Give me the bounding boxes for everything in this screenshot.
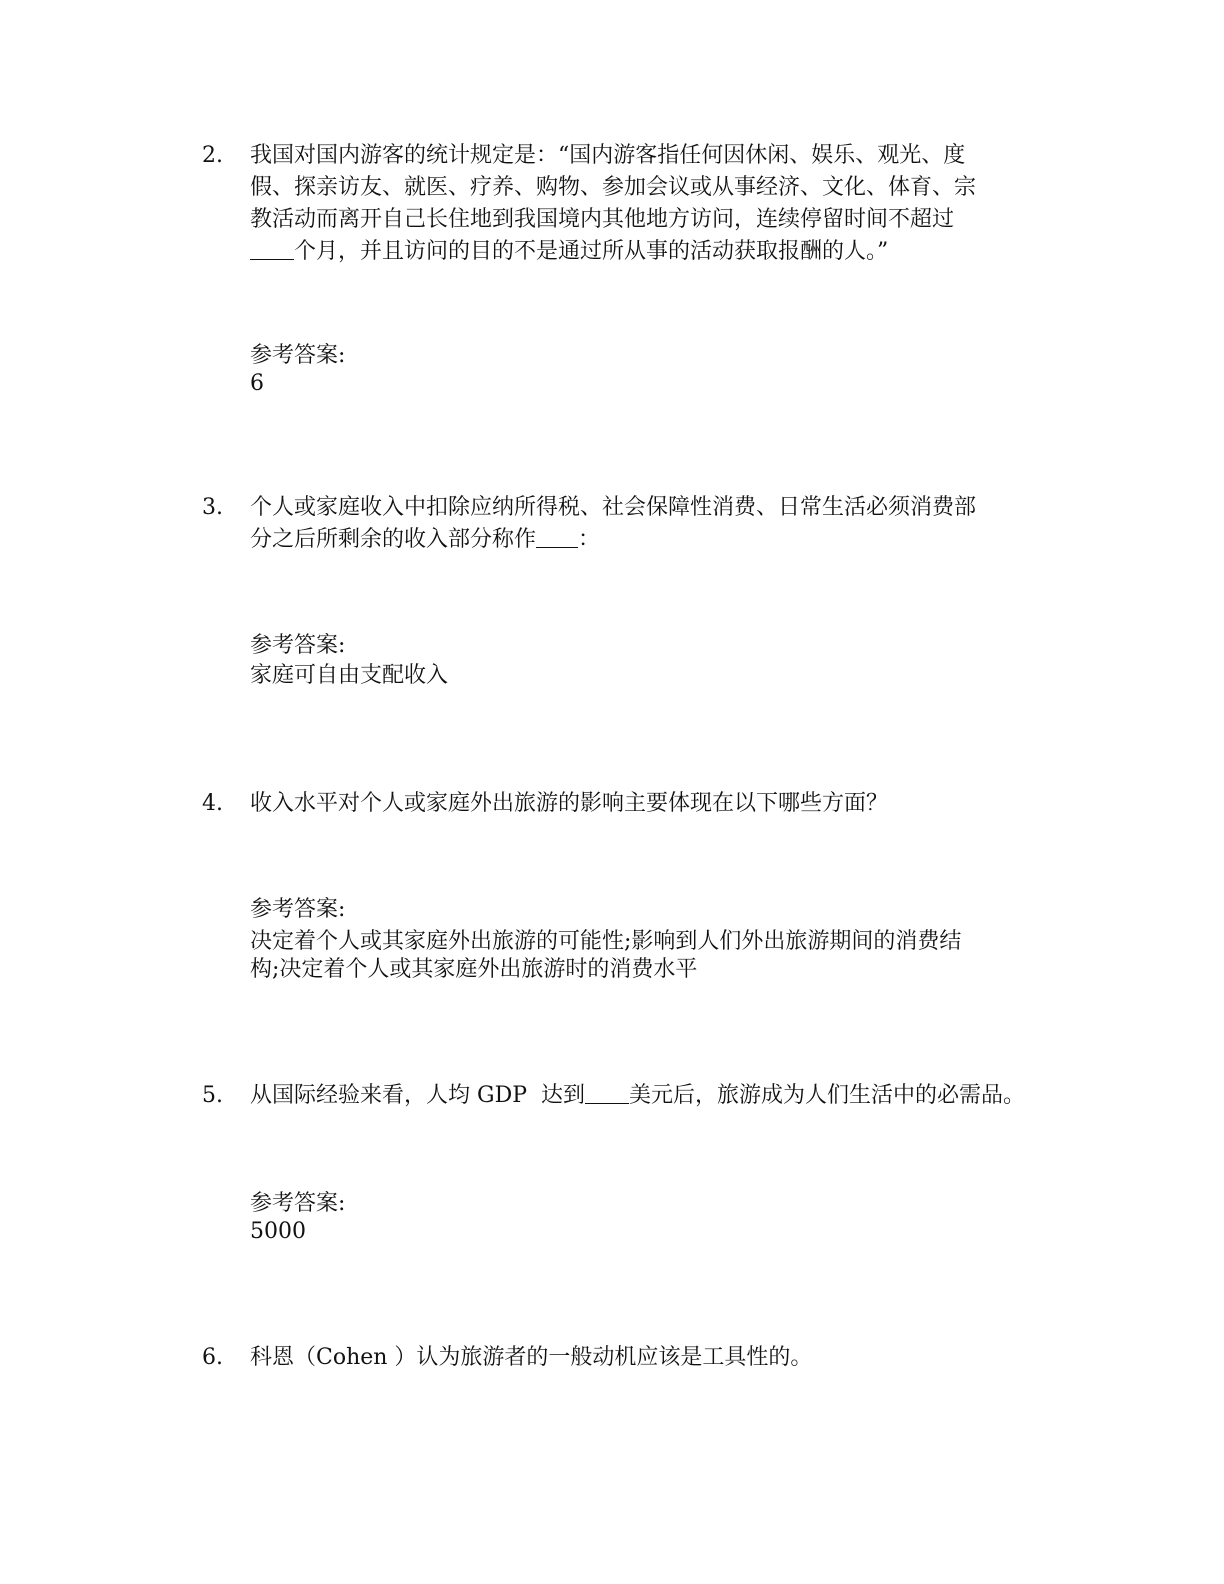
fill-in-blank — [536, 525, 578, 548]
question-6-number: 6. — [202, 1345, 223, 1370]
question-6-text — [250, 1342, 1040, 1374]
question-5-number: 5. — [202, 1083, 223, 1108]
answer-label-3: 参考答案: — [250, 633, 346, 658]
question-3-line-2-end: ： — [578, 527, 601, 552]
answer-label-4: 参考答案: — [250, 897, 346, 922]
question-4-line-1: 收入水平对个人或家庭外出旅游的影响主要体现在以下哪些方面？ — [250, 791, 889, 816]
question-2-line-4 — [250, 236, 1040, 268]
question-2-text — [250, 140, 1040, 268]
question-2-line-3: 教活动而离开自己长住地到我国境内其他地方访问，连续停留时间不超过 — [250, 207, 955, 232]
question-5-text — [250, 1080, 1040, 1112]
question-5-line-1 — [250, 1080, 1040, 1112]
question-2-line-1: 我国对国内游客的统计规定是：“国内游客指任何因休闲、娱乐、观光、度 — [250, 143, 966, 168]
question-3-line-2-text: 分之后所剩余的收入部分称作 — [250, 527, 537, 552]
question-3-number: 3. — [202, 495, 223, 520]
answer-label-2: 参考答案: — [250, 343, 346, 368]
question-2-number: 2. — [202, 143, 223, 168]
answer-5-line-1: 5000 — [250, 1219, 306, 1244]
question-4-text — [250, 788, 1040, 820]
answer-5 — [250, 1218, 1040, 1246]
fill-in-blank — [585, 1081, 629, 1104]
question-4-number: 4. — [202, 791, 223, 816]
question-3-text — [250, 492, 1040, 556]
answer-3-line-1: 家庭可自由支配收入 — [250, 663, 449, 688]
answer-4-line-2: 构;决定着个人或其家庭外出旅游时的消费水平 — [250, 957, 698, 982]
answer-4-line-1: 决定着个人或其家庭外出旅游的可能性;影响到人们外出旅游期间的消费结 — [250, 929, 962, 954]
answer-2-line-1: 6 — [250, 371, 264, 396]
question-2-line-2: 假、探亲访友、就医、疗养、购物、参加会议或从事经济、文化、体育、宗 — [250, 175, 977, 200]
fill-in-blank — [250, 237, 294, 260]
answer-label-5: 参考答案: — [250, 1191, 346, 1216]
question-2-line-4-text: 个月，并且访问的目的不是通过所从事的活动获取报酬的人。” — [294, 239, 889, 264]
question-5-line-1-end: 美元后，旅游成为人们生活中的必需品。 — [629, 1083, 1026, 1108]
question-5-line-1-text: 从国际经验来看，人均 GDP 达到 — [250, 1083, 585, 1108]
answer-3 — [250, 662, 1040, 690]
question-3-line-2 — [250, 524, 1040, 556]
answer-4 — [250, 928, 1040, 984]
answer-2 — [250, 370, 1040, 398]
question-3-line-1: 个人或家庭收入中扣除应纳所得税、社会保障性消费、日常生活必须消费部 — [250, 495, 977, 520]
question-6-line-1: 科恩（Cohen ）认为旅游者的一般动机应该是工具性的。 — [250, 1345, 813, 1370]
